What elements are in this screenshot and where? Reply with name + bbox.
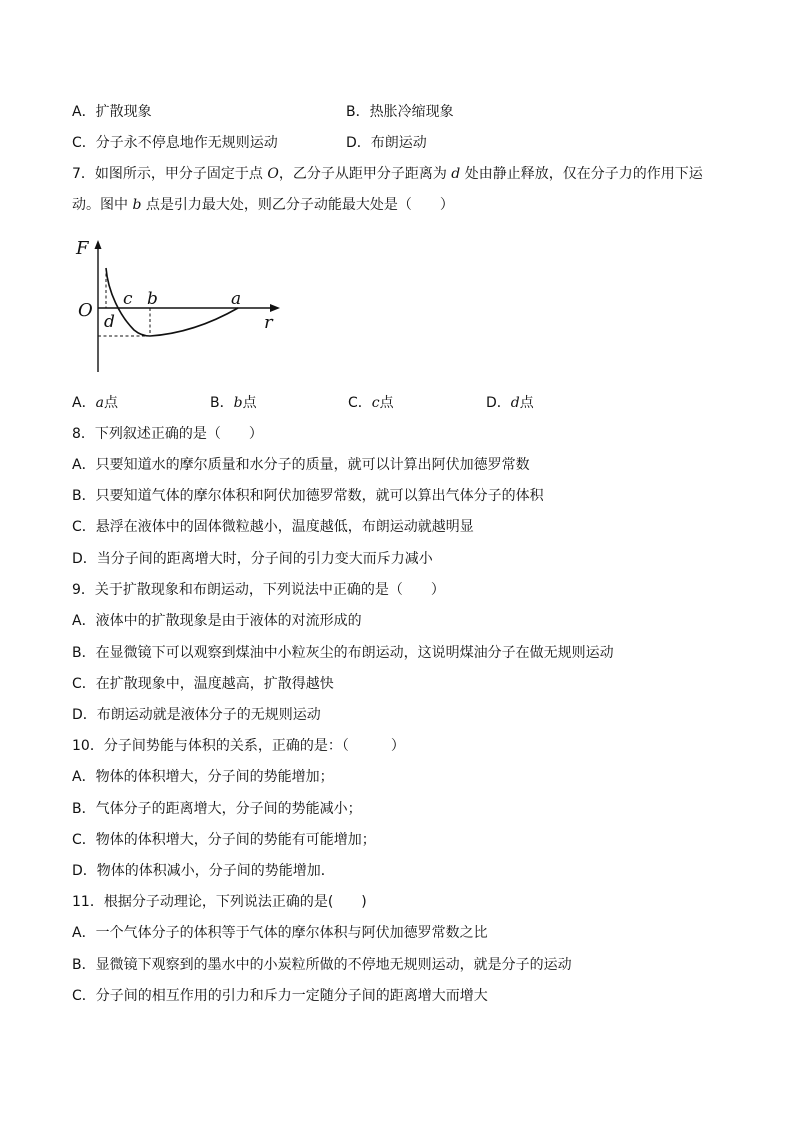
q7-option-c: C．c点	[348, 395, 394, 411]
f-axis-arrow	[95, 240, 102, 249]
point-a-label: a	[231, 289, 242, 309]
q8-stem: 8．下列叙述正确的是（ ）	[72, 426, 263, 442]
point-b-label: b	[147, 289, 158, 309]
q10-option-d: D．物体的体积减小，分子间的势能增加．	[72, 863, 335, 879]
q7-option-b: B．b点	[210, 395, 257, 411]
point-c-label: c	[123, 289, 133, 309]
q7-stem-line1: 7．如图所示，甲分子固定于点 O，乙分子从距甲分子距离为 d 处由静止释放，仅在分子力的作用下运	[72, 166, 703, 182]
q11-stem: 11．根据分子动理论，下列说法正确的是( )	[72, 894, 367, 910]
q11-option-a: A．一个气体分子的体积等于气体的摩尔体积与阿伏加德罗常数之比	[72, 925, 488, 941]
q8-option-d: D．当分子间的距离增大时，分子间的引力变大而斥力减小	[72, 551, 433, 567]
q8-option-b: B．只要知道气体的摩尔体积和阿伏加德罗常数，就可以算出气体分子的体积	[72, 488, 544, 504]
force-distance-graph	[70, 232, 290, 380]
q6-option-b: B．热胀冷缩现象	[346, 104, 454, 120]
q10-option-a: A．物体的体积增大，分子间的势能增加；	[72, 769, 334, 785]
point-d-label: d	[104, 312, 115, 332]
q10-option-b: B．气体分子的距离增大，分子间的势能减小；	[72, 801, 362, 817]
r-axis-arrow	[270, 304, 280, 312]
q7-option-d: D．d点	[486, 395, 534, 411]
q9-option-a: A．液体中的扩散现象是由于液体的对流形成的	[72, 613, 362, 629]
q8-option-a: A．只要知道水的摩尔质量和水分子的质量，就可以计算出阿伏加德罗常数	[72, 457, 530, 473]
q6-option-a: A．扩散现象	[72, 104, 152, 120]
q11-option-c: C．分子间的相互作用的引力和斥力一定随分子间的距离增大而增大	[72, 988, 488, 1004]
q10-stem: 10．分子间势能与体积的关系，正确的是：（ ）	[72, 738, 405, 754]
q9-stem: 9．关于扩散现象和布朗运动，下列说法中正确的是（ ）	[72, 582, 445, 598]
r-axis-label: r	[264, 312, 273, 333]
q11-option-b: B．显微镜下观察到的墨水中的小炭粒所做的不停地无规则运动，就是分子的运动	[72, 957, 572, 973]
q9-option-c: C．在扩散现象中，温度越高，扩散得越快	[72, 676, 334, 692]
origin-label: O	[78, 300, 93, 321]
q7-stem-line2: 动。图中 b 点是引力最大处，则乙分子动能最大处是（ ）	[72, 197, 454, 213]
q7-option-a: A．a点	[72, 395, 118, 411]
q9-option-d: D．布朗运动就是液体分子的无规则运动	[72, 707, 321, 723]
q8-option-c: C．悬浮在液体中的固体微粒越小，温度越低，布朗运动就越明显	[72, 519, 474, 535]
q6-option-c: C．分子永不停息地作无规则运动	[72, 135, 278, 151]
q10-option-c: C．物体的体积增大，分子间的势能有可能增加；	[72, 832, 376, 848]
f-axis-label: F	[76, 238, 89, 259]
q9-option-b: B．在显微镜下可以观察到煤油中小粒灰尘的布朗运动，这说明煤油分子在做无规则运动	[72, 645, 614, 661]
q6-option-d: D．布朗运动	[346, 135, 427, 151]
